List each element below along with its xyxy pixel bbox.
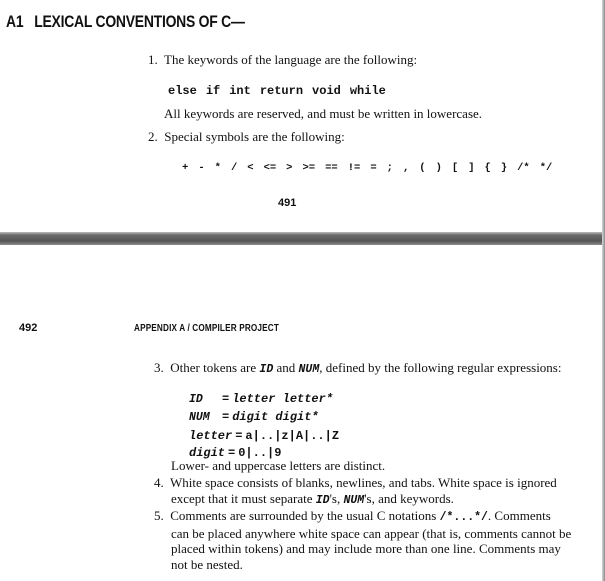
regex-line [189,390,339,408]
symbol: == [325,162,338,174]
symbol: */ [539,162,553,174]
symbol: - [198,162,205,174]
item-text: not be nested. [171,556,243,572]
regex-rhs: 0|..|9 [238,445,282,460]
symbol: ( [419,162,426,174]
symbol: + [182,162,189,174]
symbol: ) [435,162,442,174]
symbol: , [402,162,410,174]
item-number: 5. [154,508,164,523]
keyword: if [205,84,221,98]
symbol: <= [263,162,277,174]
item-text: except that it must separate [171,490,316,506]
regex-lhs: letter [189,428,233,443]
item-text: can be placed anywhere white space can appear (that is, comments cannot be [171,525,572,541]
item-text: . Comments [487,508,551,523]
item-number: 3. [154,360,164,375]
symbol: / [230,162,238,174]
regex-equals: = [235,428,243,443]
item-text: White space consists of blanks, newlines, and tabs. White space is ignored [170,475,557,490]
symbol-list [182,162,562,174]
item-text: , defined by the following regular expressions: [319,360,562,375]
page-491 [0,0,605,232]
item-number: 4. [154,475,164,490]
symbol: >= [302,162,316,174]
item-text: 's, [329,490,344,506]
page-492 [0,245,605,581]
symbol: /* [517,162,530,174]
regex-lhs: ID [189,393,203,406]
list-item-2 [148,129,345,145]
comment-notation: /*...*/ [439,511,488,524]
symbol: ] [468,162,475,174]
token-num: NUM [298,363,320,376]
item-text: and [273,360,299,375]
regex-rhs: letter letter* [232,392,334,406]
page-number: 492 [19,322,38,334]
item-number: 2. [148,129,158,144]
list-item-1 [148,52,417,68]
item-text: The keywords of the language are the following: [164,52,418,67]
symbol: { [484,162,491,174]
item-text: Special symbols are the following: [164,129,345,144]
symbol: [ [451,162,459,174]
symbol: * [214,162,221,174]
list-item-3 [154,360,561,378]
regex-rhs: a|..|z|A|..|Z [245,428,340,443]
regex-rhs: digit digit* [232,410,319,425]
item-text: Comments are surrounded by the usual C notations [170,508,440,523]
list-item-4 [154,475,557,508]
case-note: Lower- and uppercase letters are distinct. [171,458,386,473]
regex-lhs: digit [189,445,226,460]
section-heading [6,12,245,32]
symbol: } [500,162,508,174]
symbol: < [247,162,254,174]
keyword: while [349,84,386,98]
symbol: ; [386,162,393,174]
symbol: > [286,162,293,174]
keyword: int [229,84,251,98]
keyword-list [168,84,395,98]
symbol: = [370,162,377,174]
keyword: void [312,84,341,98]
item-text: 's, and keywords. [364,490,454,506]
regex-equals: = [228,445,236,460]
keywords-note: All keywords are reserved, and must be written in lowercase. [164,106,483,121]
regex-equals: = [222,392,230,406]
regex-block [189,390,339,461]
page-number: 491 [278,197,297,209]
regex-line [189,427,339,444]
keyword: return [259,84,304,98]
list-item-5 [154,508,571,572]
token-id: ID [259,363,274,376]
regex-equals: = [222,410,230,425]
token-num: NUM [343,493,365,507]
item-text: Other tokens are [170,360,260,375]
regex-lhs: NUM [189,411,210,425]
section-title: LEXICAL CONVENTIONS OF C— [34,12,245,31]
keyword: else [168,84,197,98]
section-number: A1 [6,12,24,31]
running-head: APPENDIX A / COMPILER PROJECT [134,322,279,334]
item-text: placed within tokens) and may include more than one line. Comments may [171,541,561,557]
token-id: ID [315,493,330,507]
symbol: != [347,162,361,174]
page-divider [0,232,605,245]
regex-line [189,408,339,426]
item-number: 1. [148,52,158,67]
